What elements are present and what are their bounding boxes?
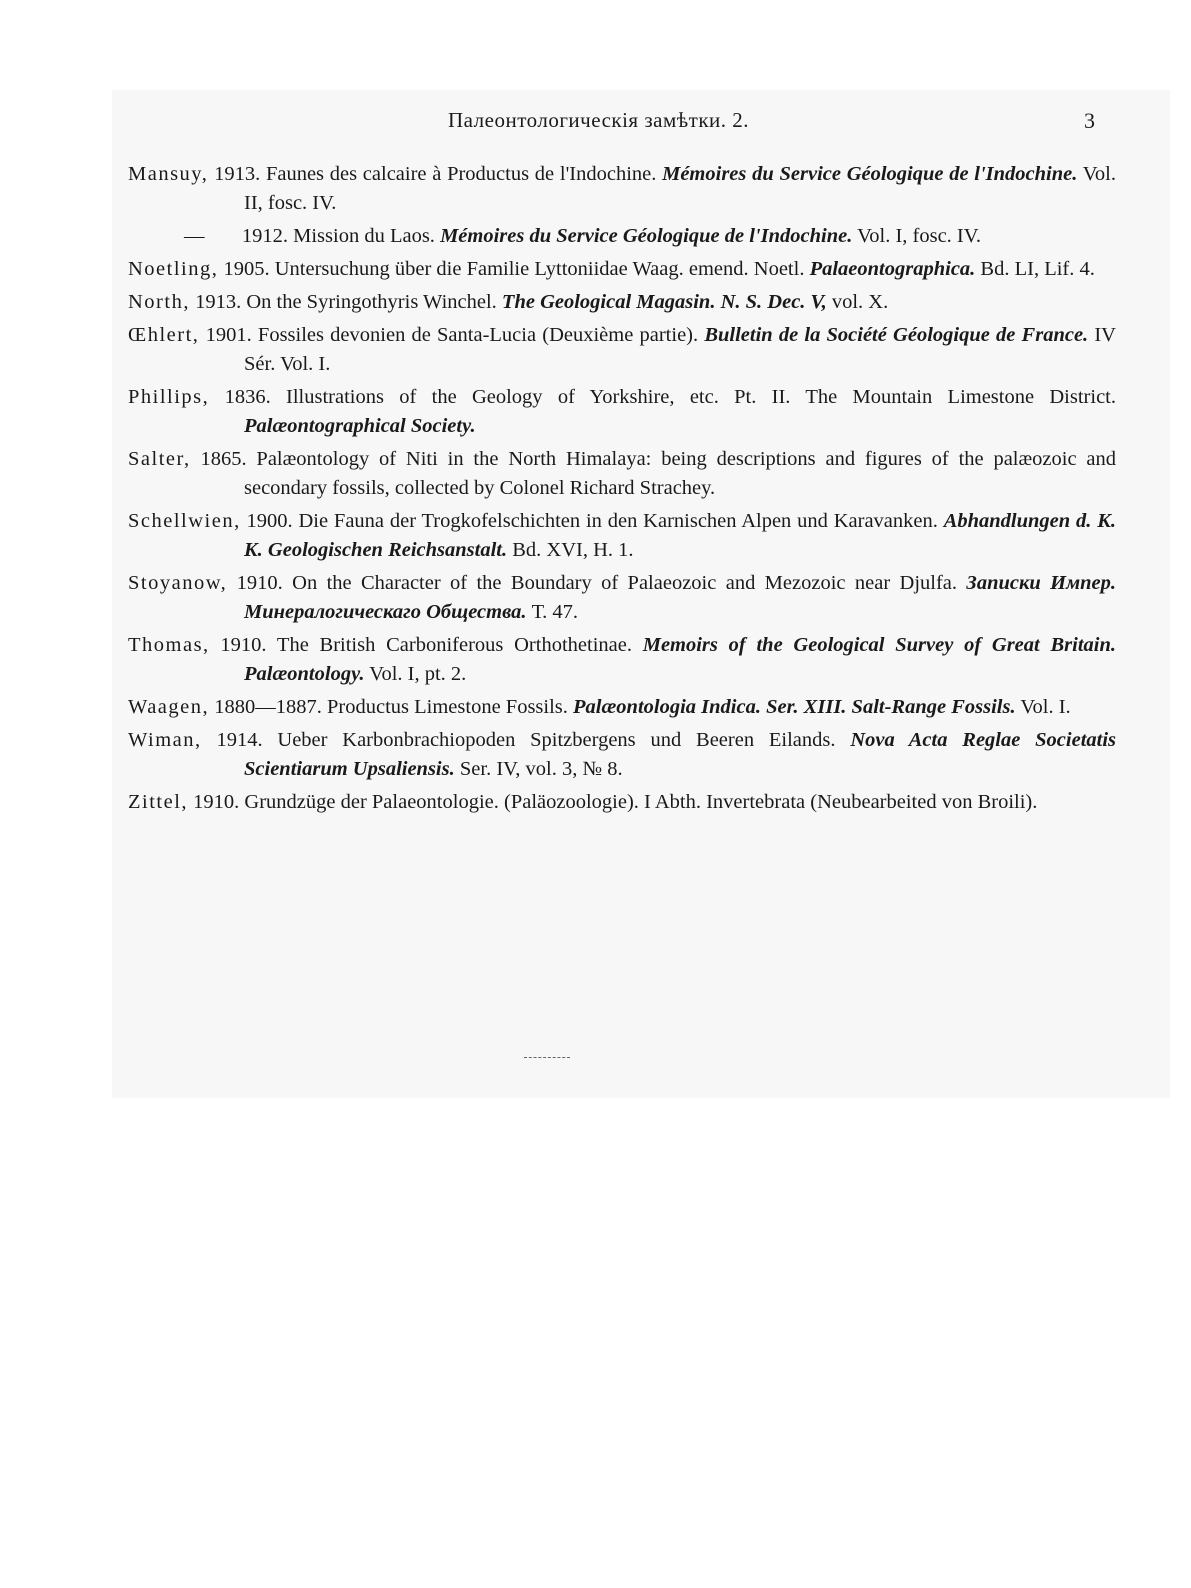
reference-title: 1913. On the Syringothyris Winchel. [195,291,497,313]
reference-entry [128,383,1116,441]
reference-details: Bd. XVI, H. 1. [512,539,634,561]
reference-entry [128,288,1116,317]
reference-entry [128,445,1116,503]
reference-author: Salter, [128,448,191,470]
reference-title: 1900. Die Fauna der Trogkofelschichten in den Karnischen Alpen und Karavanken. [246,510,938,532]
reference-details: Т. 47. [531,601,578,623]
reference-journal: Abhandlungen d. K. K. Geologischen Reichsanstalt. [244,510,1117,561]
reference-details: IV Sér. Vol. I. [244,324,1116,375]
reference-author: Œhlert, [128,324,200,346]
reference-journal: Записки Импер. Минералогическаго Общества. [244,572,1116,623]
reference-journal: Bulletin de la Société Géologique de France. [704,324,1089,346]
reference-title: 1836. Illustrations of the Geology of Yorkshire, etc. Pt. II. The Mountain Limestone District. [224,386,1116,408]
reference-details: Bd. LI, Lif. 4. [980,258,1095,280]
reference-details: Vol. II, fosc. IV. [244,163,1116,214]
reference-entry [128,222,1116,251]
reference-details: vol. X. [831,291,889,313]
reference-title: 1912. Mission du Laos. [241,225,435,247]
reference-journal: Palæontographical Society. [244,415,476,437]
reference-author: — [184,225,206,247]
reference-title: 1865. Palæontology of Niti in the North Himalaya: being descriptions and figures of the palæozoic and secondary fossils, collected by Colonel Richard Strachey. [200,448,1116,499]
reference-title: 1910. The British Carboniferous Orthothetinae. [220,634,632,656]
reference-journal: Palæontologia Indica. Ser. XIII. Salt-Range Fossils. [573,696,1016,718]
reference-author: Mansuy, [128,163,209,185]
reference-journal: Mémoires du Service Géologique de l'Indochine. [662,163,1078,185]
reference-journal: The Geological Magasin. N. S. Dec. V, [501,291,827,313]
reference-entry [128,321,1116,379]
reference-title: 1914. Ueber Karbonbrachiopoden Spitzbergens und Beeren Eilands. [216,729,836,751]
reference-author: Zittel, [128,791,189,813]
reference-details: Vol. I, pt. 2. [369,663,467,685]
reference-author: Stoyanow, [128,572,228,594]
page-number: 3 [1084,108,1095,133]
running-head [0,106,1191,136]
reference-author: Waagen, [128,696,210,718]
reference-entry [128,160,1116,218]
reference-entry [128,507,1116,565]
reference-author: Schellwien, [128,510,241,532]
reference-entry [128,726,1116,784]
reference-title: 1910. On the Character of the Boundary of Palaeozoic and Mezozoic near Djulfa. [236,572,958,594]
reference-entry [128,788,1116,817]
reference-entry [128,693,1116,722]
end-of-text-rule [524,1057,570,1058]
reference-journal: Palaeontographica. [809,258,976,280]
reference-title: 1901. Fossiles devonien de Santa-Lucia (Deuxième partie). [205,324,699,346]
reference-title: 1913. Faunes des calcaire à Productus de l'Indochine. [214,163,657,185]
reference-details: Ser. IV, vol. 3, № 8. [459,758,623,780]
reference-author: Phillips, [128,386,210,408]
reference-details: Vol. I, fosc. IV. [857,225,982,247]
reference-title: 1905. Untersuchung über die Familie Lyttoniidae Waag. emend. Noetl. [223,258,805,280]
running-title: Палеонтологическiя замѣтки. 2. [448,108,750,132]
reference-journal: Memoirs of the Geological Survey of Great Britain. Palæontology. [244,634,1116,685]
reference-entry [128,631,1116,689]
reference-entry [128,255,1116,284]
reference-journal: Mémoires du Service Géologique de l'Indochine. [440,225,853,247]
reference-details: Vol. I. [1020,696,1071,718]
reference-title: 1910. Grundzüge der Palaeontologie. (Paläozoologie). I Abth. Invertebrata (Neubearbeited von Broili). [193,791,1038,813]
reference-entry [128,569,1116,627]
reference-title: 1880—1887. Productus Limestone Fossils. [214,696,568,718]
bibliography-list [128,160,1116,821]
reference-author: Thomas, [128,634,210,656]
reference-author: Noetling, [128,258,219,280]
reference-author: North, [128,291,190,313]
reference-author: Wiman, [128,729,202,751]
reference-journal: Nova Acta Reglae Societatis Scientiarum Upsaliensis. [244,729,1117,780]
